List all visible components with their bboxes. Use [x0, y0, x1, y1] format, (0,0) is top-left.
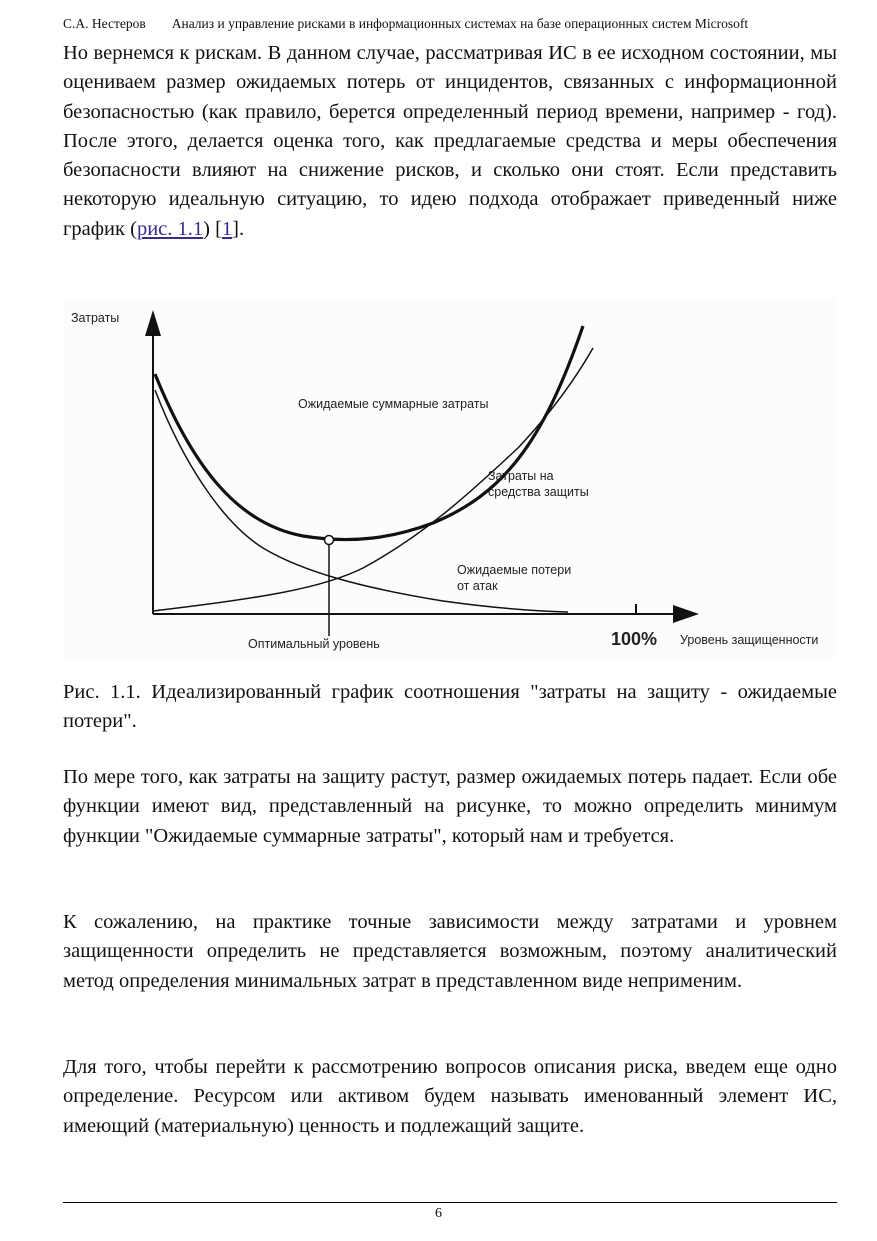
header-author: С.А. Нестеров: [63, 16, 146, 31]
curve-losses-label-line2: от атак: [457, 579, 498, 593]
reference-link[interactable]: 1: [221, 217, 233, 240]
paragraph-practice: К сожалению, на практике точные зависимости между затратами и уровнем защищенности определить не представляется возможным, поэтому аналитический метод определения минимальных затрат в представленном виде неприменим.: [63, 911, 837, 992]
footer-divider: [63, 1202, 837, 1203]
curve-total-label: Ожидаемые суммарные затраты: [298, 397, 489, 411]
x-axis-label: Уровень защищенности: [680, 633, 819, 647]
curve-protection-label-line1: Затраты на: [488, 469, 554, 483]
figure-background: [63, 298, 835, 660]
paragraph-minimum: По мере того, как затраты на защиту растут, размер ожидаемых потерь падает. Если обе функции имеют вид, представленный на рисунке, то можно определить минимум функции "Ожидаемые суммарные затраты", который нам и требуется.: [63, 766, 837, 847]
x-tick-label-100: 100%: [611, 629, 658, 649]
page-number: 6: [435, 1206, 442, 1221]
paragraph-intro-end: ].: [232, 217, 245, 240]
cost-chart-svg: [63, 298, 835, 660]
figure-link[interactable]: рис. 1.1: [136, 217, 204, 240]
paragraph-intro: [63, 39, 837, 244]
optimal-level-label: Оптимальный уровень: [248, 637, 380, 651]
y-axis-label: Затраты: [71, 311, 120, 325]
paragraph-resource-definition: Для того, чтобы перейти к рассмотрению вопросов описания риска, введем еще одно определение. Ресурсом или активом будем называть именованный элемент ИС, имеющий (материальную) ценность и подлежащий защите.: [63, 1056, 837, 1137]
paragraph-intro-text: Но вернемся к рискам. В данном случае, рассматривая ИС в ее исходном состоянии, мы оцениваем размер ожидаемых потерь от инцидентов, связанных с информационной безопасностью (как правило, берется определенный период времени, например - год). После этого, делается оценка того, как предлагаемые средства и меры обеспечения безопасности влияют на снижение рисков, и сколько они стоят. Если представить некоторую идеальную ситуацию, то идею подхода отображает приведенный ниже график (: [63, 42, 837, 240]
figure-cost-vs-protection: [63, 298, 835, 660]
optimum-point: [325, 536, 334, 545]
curve-losses-label-line1: Ожидаемые потери: [457, 563, 572, 577]
running-header: [63, 16, 837, 32]
paragraph-intro-mid: ) [: [203, 217, 222, 240]
figure-caption: Рис. 1.1. Идеализированный график соотношения "затраты на защиту - ожидаемые потери".: [63, 681, 837, 733]
curve-protection-label-line2: средства защиты: [488, 485, 589, 499]
header-title: Анализ и управление рисками в информационных системах на базе операционных систем Microsoft: [171, 16, 749, 31]
